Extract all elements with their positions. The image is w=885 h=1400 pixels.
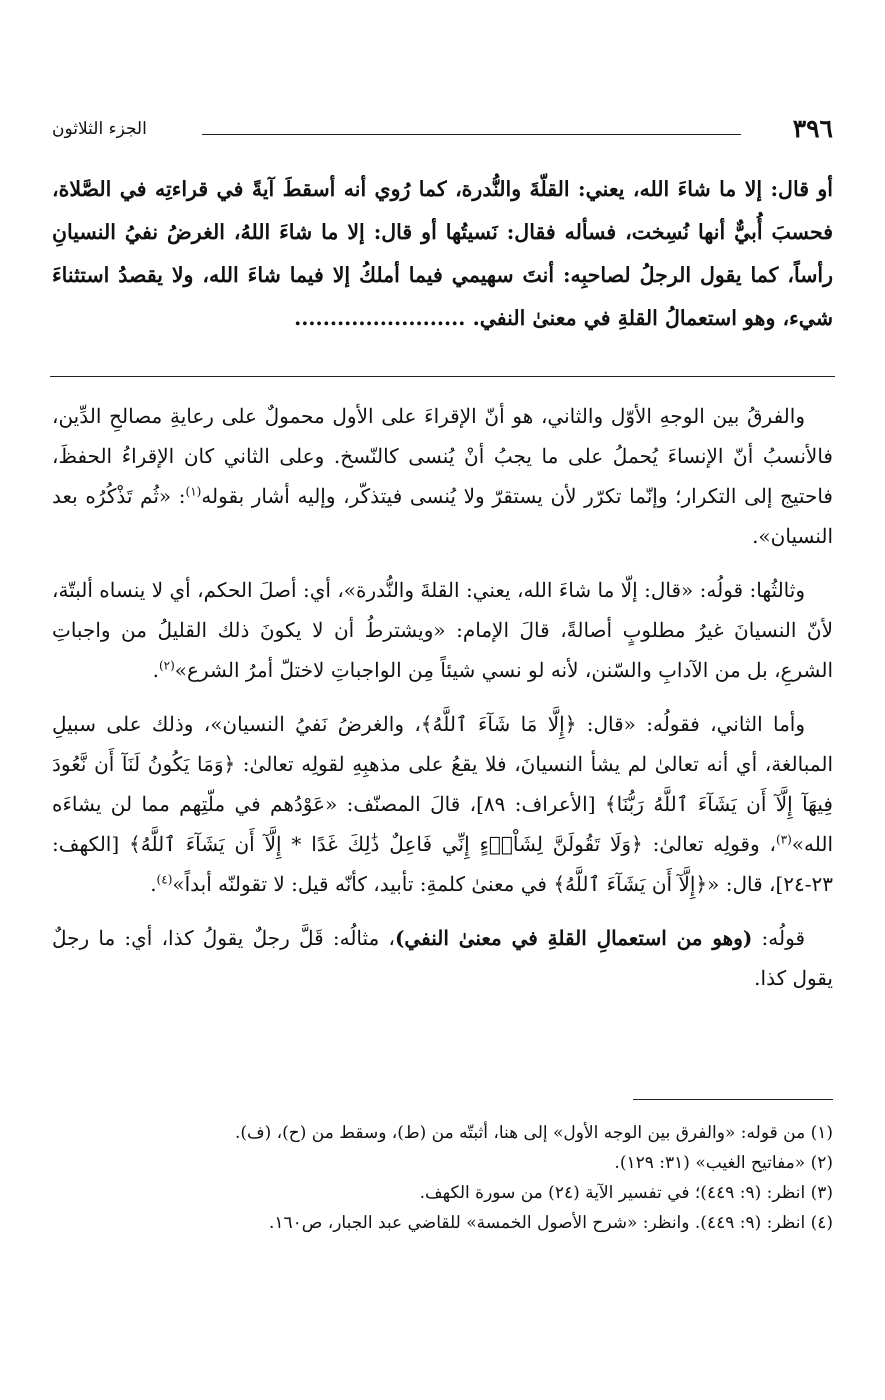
footnote: (١) من قوله: «والفرق بين الوجه الأول» إلى هنا، أثبتّه من (ط)، وسقط من (ح)، (ف). (234, 1123, 833, 1143)
commentary-paragraph (52, 570, 833, 690)
footnote: (٣) انظر: (٩: ٤٤٩)؛ في تفسير الآية (٢٤) من سورة الكهف. (419, 1183, 833, 1203)
paragraph-text: وأما الثاني، فقولُه: «قال: ﴿إِلَّا مَا شَآءَ ٱللَّهُ﴾، والغرضُ نَفيُ النسيان»، وذلك على سبيلِ المبالغة، أي أنه تعالىٰ لم يشأ النسيانَ، فلا يقعُ على مذهبِهِ لقولِه تعالىٰ: ﴿وَمَا يَكُونُ لَنَآ أَن نَّعُودَ فِيهَآ إِلَّآ أَن يَشَآءَ ٱللَّهُ رَبُّنَا﴾ [الأعراف: ٨٩]، قالَ المصنّف: «عَوْدُهم في ملّتِهم مما لن يشاءَه الله» (52, 712, 833, 856)
footnotes (52, 1118, 833, 1238)
matn-line: رأساً، كما يقول الرجلُ لصاحبِه: أنتَ سهيمي فيما أملكُ إلا فيما شاءَ الله، ولا يقصدُ (118, 263, 833, 287)
footnote-ref[interactable]: (١) (185, 484, 202, 499)
footnote-ref[interactable]: (٤) (156, 872, 173, 887)
footnote: (٢) «مفاتيح الغيب» (٣١: ١٢٩). (614, 1153, 833, 1173)
paragraph-text: ، وقولِه تعالىٰ: ﴿وَلَا تَقُولَنَّ لِشَاْىۡءٍ إِنِّي فَاعِلٌ ذَٰلِكَ غَدًا * إِلَّآ أَن يَشَآءَ ٱللَّهُ﴾ [الكهف: ٢٣-٢٤]، قال: «﴿إِلَّآ أَن يَشَآءَ ٱللَّهُ﴾ في معنىٰ كلمةِ: تأبيد، كأنّه قيل: لا تقولنّه أبداً» (52, 832, 833, 896)
footnote-rule (633, 1099, 833, 1100)
header-rule (202, 134, 741, 135)
matn-separator-rule (50, 376, 835, 377)
footnote: (٤) انظر: (٩: ٤٤٩). وانظر: «شرح الأصول الخمسة» للقاضي عبد الجبار، ص١٦٠. (268, 1213, 833, 1233)
footnote-ref[interactable]: (٣) (775, 832, 792, 847)
matn-line: فحسبَ أُبيٌّ أنها نُسِخت، فسأله فقال: نَسيتُها أو قال: إلا ما شاءَ اللهُ، الغرضُ نفيُ النسيانِ (52, 220, 833, 244)
paragraph-text: وثالثُها: قولُه: «قال: إلّا ما شاءَ الله، يعني: القلةَ والنُّدرة»، أي: أصلَ الحكم، أي لا ينساه ألبتّة، لأنّ النسيانَ غيرُ مطلوبٍ أصالةً، قالَ الإمام: «ويشترطُ أن لا يكونَ ذلك القليلُ من واجباتِ الشرعِ، بل من الآدابِ والسّنن، لأنه لو نسي شيئاً مِن الواجباتِ لاختلّ أمرُ الشرع» (52, 578, 833, 682)
commentary-paragraph (52, 918, 833, 998)
footnote-ref[interactable]: (٢) (158, 658, 175, 673)
running-head (52, 112, 833, 146)
commentary-paragraph (52, 396, 833, 556)
running-title: الجزء الثلاثون (52, 119, 147, 139)
paragraph-text: . (150, 872, 157, 896)
matn-line: استثناءَ شيء، وهو استعمالُ القلةِ في معنىٰ النفي. (52, 263, 833, 330)
paragraph-text: : «ثُم تَذْكُرُه بعد النسيان». (52, 484, 833, 548)
paragraph-text: ، مثالُه: قَلَّ رجلٌ يقولُ كذا، أي: ما رجلٌ يقول كذا. (52, 926, 833, 990)
matn-text (52, 168, 833, 340)
matn-dots: ........................ (294, 306, 466, 330)
paragraph-text: قولُه: (752, 926, 806, 950)
commentary-text (52, 396, 833, 998)
paragraph-text: . (152, 658, 159, 682)
matn-line: أو قال: إلا ما شاءَ الله، يعني: القلّةَ والنُّدرة، كما رُوي أنه أسقطَ آيةً في قراءتِه في الصَّلاة، (52, 177, 833, 201)
page-number: ٣٩٦ (792, 114, 833, 143)
quoted-matn: (وهو من استعمالِ القلةِ في معنىٰ النفي) (394, 926, 753, 950)
paragraph-text: والفرقُ بين الوجهِ الأوّل والثاني، هو أنّ الإقراءَ على الأول محمولٌ على رعايةِ مصالحِ الدِّين، فالأنسبُ أنّ الإنساءَ يُحملُ على ما يجبُ أنْ يُنسى كالنّسخ. وعلى الثاني كان الإقراءُ الحفظَ، فاحتيج إلى التكرار؛ وإنّما تكرّر لأن يستقرّ ولا يُنسى فيتذكّر، وإليه أشار بقوله (52, 404, 833, 508)
commentary-paragraph (52, 704, 833, 904)
